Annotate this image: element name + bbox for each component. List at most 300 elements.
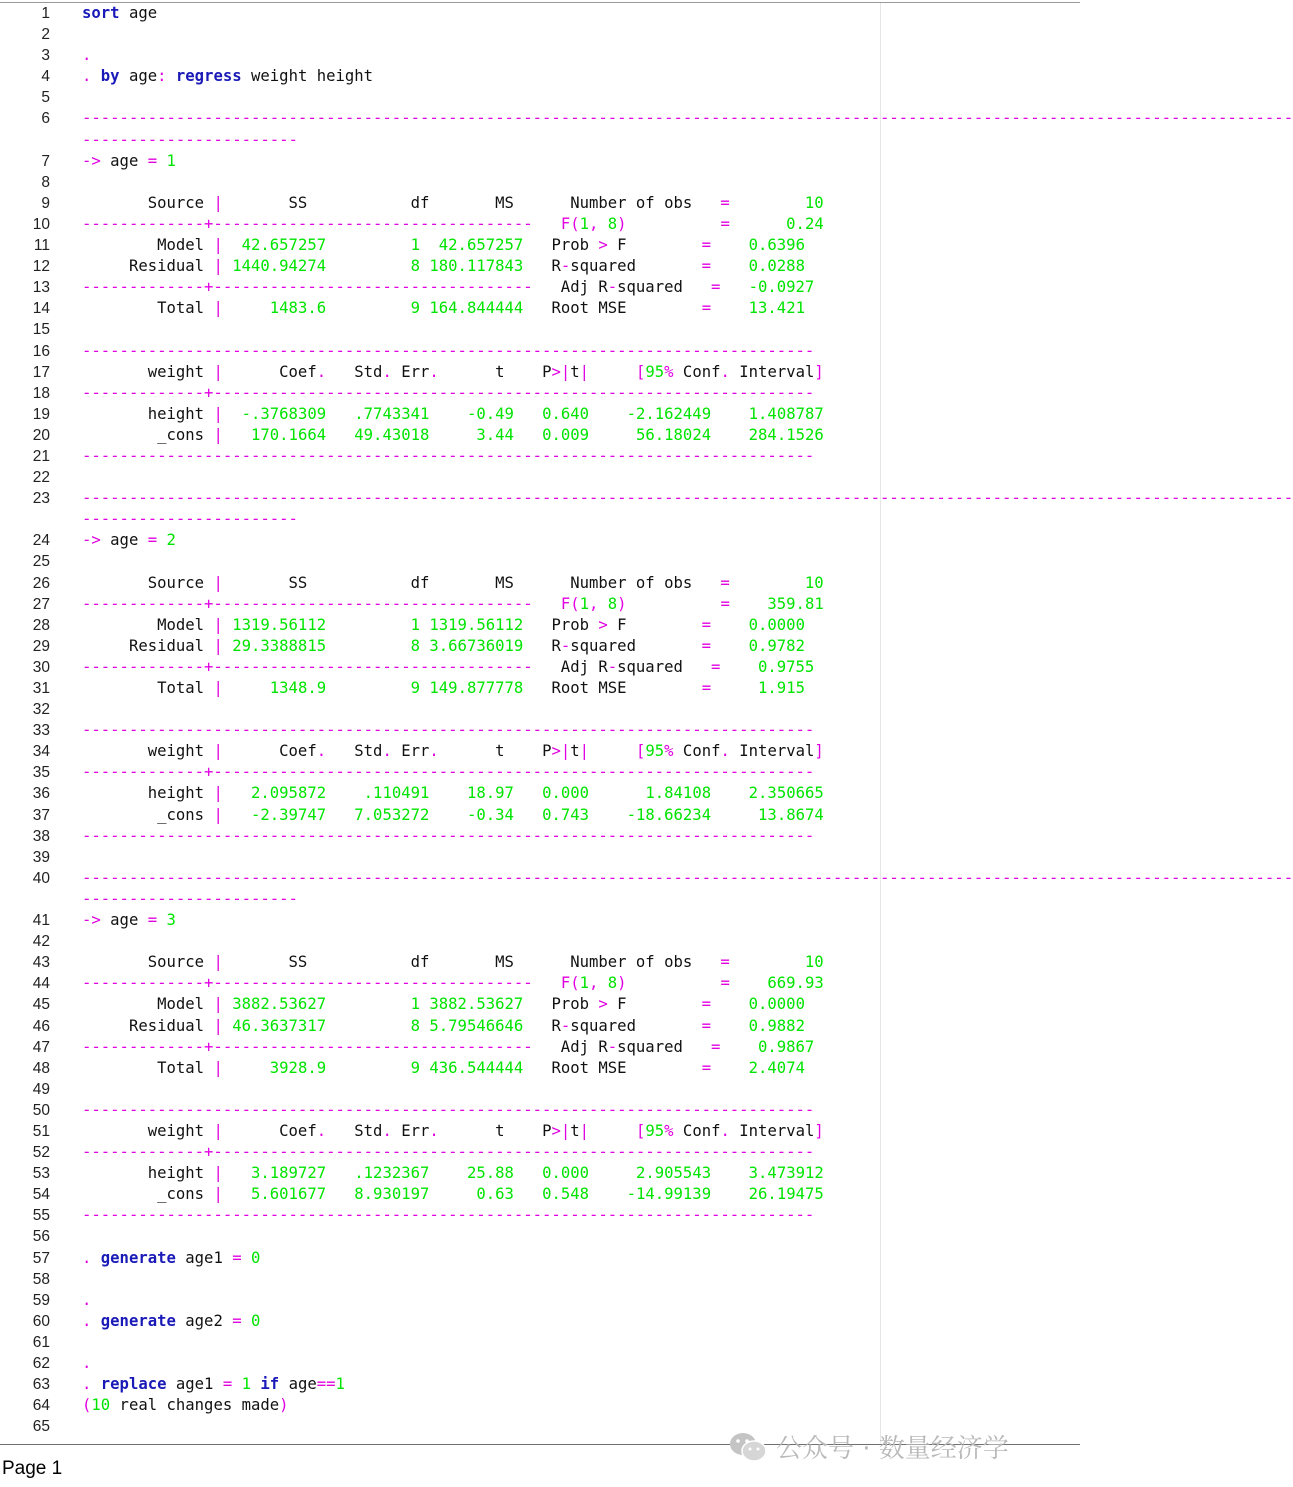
code-line <box>0 1163 1080 1184</box>
code-token: | <box>213 805 223 824</box>
code-token: age1 <box>166 1375 223 1394</box>
code-text <box>82 277 814 298</box>
code-line <box>0 1269 1080 1290</box>
code-token: | <box>213 236 223 255</box>
code-token <box>589 742 636 760</box>
code-token: 0.0000 <box>748 615 805 634</box>
code-token: Conf <box>673 742 721 761</box>
code-token: ------------------------------------------------------------------------------ <box>82 1100 815 1119</box>
code-token: 284.1526 <box>748 425 824 444</box>
code-token: = <box>701 615 712 634</box>
code-text <box>82 509 298 530</box>
code-token: . <box>316 362 327 381</box>
code-token: | <box>213 1185 223 1204</box>
code-token <box>91 1249 100 1267</box>
code-token: squared <box>617 278 712 297</box>
code-token: squared <box>570 636 702 655</box>
code-token <box>223 784 251 802</box>
code-token: -------------+---------------------------------- <box>82 1037 533 1056</box>
code-token: 0.548 <box>542 1185 590 1204</box>
line-number: 11 <box>33 237 50 255</box>
code-token <box>711 995 749 1013</box>
code-token <box>627 974 721 992</box>
code-text <box>82 741 824 762</box>
code-token: _cons <box>82 1185 214 1204</box>
code-token <box>242 1249 251 1267</box>
line-number: 40 <box>32 869 50 887</box>
line-number: 15 <box>32 321 50 339</box>
code-token: -14.99139 <box>626 1185 712 1204</box>
code-token: -0.49 <box>466 404 514 423</box>
code-text <box>82 1184 824 1205</box>
line-number: 18 <box>32 384 50 402</box>
line-number: 14 <box>32 300 50 318</box>
code-token: 46.3637317 <box>232 1016 327 1035</box>
code-token: Source <box>82 953 214 972</box>
code-token: -------------+---------------------------------- <box>82 214 533 233</box>
code-token: SS df MS Number of obs <box>222 193 721 212</box>
code-token: 3882.53627 <box>232 995 327 1014</box>
code-token: F <box>607 615 702 634</box>
code-token: | <box>213 636 223 655</box>
line-number: 36 <box>32 785 50 803</box>
code-text <box>82 1058 805 1079</box>
code-token <box>589 363 636 381</box>
code-token: 0.63 <box>476 1185 514 1204</box>
code-token: | <box>213 1121 223 1140</box>
line-number: 55 <box>32 1207 50 1225</box>
code-token: 1 <box>241 1375 252 1394</box>
code-token: height <box>82 784 214 803</box>
code-token: | <box>579 742 590 761</box>
code-token: = <box>701 636 712 655</box>
code-token: 0.9882 <box>748 1016 805 1035</box>
code-token: 0 <box>251 1248 261 1267</box>
code-token: -0.34 <box>466 805 514 824</box>
line-number: 29 <box>32 637 50 655</box>
code-token: | <box>579 362 590 381</box>
code-token: Residual <box>82 636 214 655</box>
code-text <box>82 1100 814 1121</box>
code-token <box>730 595 768 613</box>
code-token: | <box>213 573 223 592</box>
code-token: if <box>260 1375 280 1394</box>
code-token: -------------+---------------------------------------------------------------- <box>82 383 815 402</box>
code-token: 8 <box>410 1016 420 1035</box>
code-token: | <box>213 1016 223 1035</box>
code-token: Coef <box>222 742 317 761</box>
code-line <box>0 573 1080 594</box>
code-token: ] <box>814 1121 824 1140</box>
code-token: 0.0288 <box>748 257 805 276</box>
code-line <box>0 1142 1080 1163</box>
code-line <box>0 467 1080 488</box>
code-token: - <box>607 657 618 676</box>
code-token: 49.43018 <box>354 425 430 444</box>
code-line <box>0 594 1080 615</box>
code-text <box>82 805 824 826</box>
code-token <box>420 637 429 655</box>
code-token <box>420 236 439 254</box>
code-token <box>730 215 786 233</box>
code-token: . <box>82 1248 92 1267</box>
code-token: weight height <box>241 67 374 86</box>
code-token: 0.000 <box>542 784 590 803</box>
line-number: 63 <box>32 1376 50 1394</box>
code-text <box>82 973 824 994</box>
code-token: .1232367 <box>354 1164 430 1183</box>
code-token: = <box>701 299 712 318</box>
code-token: 3.44 <box>476 425 514 444</box>
code-line <box>0 720 1080 741</box>
code-line <box>0 826 1080 847</box>
code-token: 1319.56112 <box>429 615 524 634</box>
code-text <box>82 1248 260 1269</box>
code-text <box>82 214 824 235</box>
code-token <box>514 1185 542 1203</box>
code-line <box>0 1332 1080 1353</box>
code-line <box>0 678 1080 699</box>
code-token <box>326 1059 411 1077</box>
code-token: by <box>100 67 120 86</box>
code-token: Root MSE <box>523 679 702 697</box>
code-token: 9 <box>410 299 421 318</box>
code-text <box>82 1205 814 1226</box>
code-token: = <box>701 1058 712 1077</box>
code-line <box>0 1226 1080 1247</box>
line-number: 30 <box>32 658 50 676</box>
code-token: squared <box>617 657 712 676</box>
code-token: 95 <box>645 362 665 381</box>
code-text <box>82 425 824 446</box>
code-line <box>0 151 1080 172</box>
code-token <box>514 1164 542 1182</box>
line-number: 44 <box>32 975 50 993</box>
code-token <box>223 1017 232 1035</box>
code-token: 180.117843 <box>429 257 524 276</box>
line-number: 33 <box>32 722 50 740</box>
code-token: Total <box>82 1058 214 1077</box>
code-token: -> <box>82 151 101 170</box>
line-number: 8 <box>41 173 50 191</box>
line-number: 21 <box>32 447 50 465</box>
code-token <box>223 637 232 655</box>
code-token: = <box>701 995 712 1014</box>
code-token: >| <box>551 362 571 381</box>
code-token <box>223 405 242 423</box>
code-token: | <box>213 193 223 212</box>
code-token: ------------------------------------------------------------------------------ <box>82 826 815 845</box>
code-line <box>0 615 1080 636</box>
line-number: 43 <box>32 954 50 972</box>
code-token: 1348.9 <box>269 679 327 697</box>
code-token: | <box>213 257 223 276</box>
code-text <box>82 446 814 467</box>
code-token: ------------------------------------------------------------------------------ <box>82 721 815 740</box>
line-number: 27 <box>32 595 50 613</box>
code-line <box>0 362 1080 383</box>
code-token <box>589 1122 636 1140</box>
code-token: | <box>213 784 223 803</box>
code-token: -------------+---------------------------------------------------------------- <box>82 1143 815 1162</box>
line-number: 59 <box>32 1291 50 1309</box>
code-token: 25.88 <box>466 1164 514 1183</box>
code-token: == <box>316 1375 336 1394</box>
code-text <box>82 1374 345 1395</box>
code-line <box>0 847 1080 868</box>
code-token <box>711 637 749 655</box>
code-token: ) <box>617 974 627 993</box>
code-token: . <box>382 362 392 381</box>
code-text <box>82 256 805 277</box>
code-token <box>533 215 561 233</box>
code-token <box>420 995 429 1013</box>
code-text <box>82 488 1293 509</box>
code-token: | <box>213 404 223 423</box>
code-token <box>711 1059 749 1077</box>
code-token: Std <box>326 362 383 381</box>
code-token <box>514 806 542 824</box>
code-token: -------------+---------------------------------- <box>82 974 533 993</box>
code-token <box>326 637 411 655</box>
code-token: = <box>720 193 730 212</box>
code-token: 2.905543 <box>635 1164 712 1183</box>
code-token: F <box>607 236 702 255</box>
code-token: 0.000 <box>542 1164 590 1183</box>
code-line <box>0 657 1080 678</box>
code-token <box>91 1375 100 1393</box>
code-token: -.3768309 <box>241 404 327 423</box>
line-number: 28 <box>32 616 50 634</box>
code-token: Adj R <box>532 1037 608 1056</box>
code-line <box>0 1037 1080 1058</box>
code-token: % <box>664 362 674 381</box>
code-token: = <box>147 151 158 170</box>
code-text <box>82 45 91 66</box>
line-number: 42 <box>32 933 50 951</box>
line-number: 5 <box>41 89 50 107</box>
code-token: = <box>701 257 712 276</box>
code-text <box>82 130 298 151</box>
code-line <box>0 3 1080 24</box>
code-text <box>82 193 824 214</box>
code-token <box>429 806 467 824</box>
code-token: Root MSE <box>523 299 702 318</box>
line-number: 39 <box>32 848 50 866</box>
page-label: Page 1 <box>2 1458 63 1479</box>
code-token: | <box>213 953 223 972</box>
code-token: 0.9867 <box>757 1037 815 1056</box>
code-token <box>627 595 721 613</box>
code-token: ] <box>814 742 824 761</box>
code-token: = <box>701 679 712 697</box>
code-token: 1483.6 <box>269 299 327 318</box>
code-token: 3 <box>166 911 176 930</box>
code-line <box>0 636 1080 657</box>
code-line <box>0 214 1080 235</box>
code-token: [ <box>635 742 646 761</box>
code-token <box>326 1185 354 1203</box>
code-token: --------------------------------------------------------------------------------------------------------------------------------- <box>82 868 1293 887</box>
code-token: >| <box>551 742 571 761</box>
code-token: = <box>147 531 158 550</box>
code-token <box>91 1312 100 1330</box>
code-token: - <box>560 257 571 276</box>
code-line <box>0 235 1080 256</box>
code-token: 8 <box>607 594 618 613</box>
code-token: age <box>279 1375 317 1394</box>
code-token: 95 <box>645 742 665 761</box>
code-token <box>589 426 636 444</box>
line-number: 50 <box>32 1101 50 1119</box>
code-token: 1319.56112 <box>232 615 327 634</box>
line-number: 46 <box>32 1017 50 1035</box>
line-number: 17 <box>32 363 50 381</box>
code-line <box>0 1374 1080 1395</box>
code-token: Conf <box>673 362 721 381</box>
code-token <box>420 616 429 634</box>
code-token: 1 <box>410 236 420 255</box>
code-text <box>82 341 814 362</box>
code-token: 7.053272 <box>354 805 430 824</box>
code-token: 8 <box>607 214 618 233</box>
line-number: 19 <box>32 405 50 423</box>
code-token <box>589 806 627 824</box>
line-number: 23 <box>32 490 50 508</box>
code-token: . <box>82 67 92 86</box>
code-token: age2 <box>175 1311 233 1330</box>
code-token: Prob <box>523 995 599 1014</box>
code-token: F( <box>560 214 580 233</box>
code-token: -2.39747 <box>251 805 327 824</box>
code-text <box>82 3 157 24</box>
code-token: -0.0927 <box>748 278 815 297</box>
code-token: 0 <box>251 1311 261 1330</box>
code-token: | <box>213 995 223 1014</box>
code-token <box>326 257 411 275</box>
code-token: 56.18024 <box>635 425 712 444</box>
code-line <box>0 277 1080 298</box>
line-number: 65 <box>32 1418 50 1436</box>
code-token: Source <box>82 193 214 212</box>
code-token: -> <box>82 531 101 550</box>
code-token: 1 <box>166 151 176 170</box>
code-token <box>326 806 354 824</box>
code-token: | <box>213 615 223 634</box>
code-viewer <box>0 3 1293 1437</box>
code-token <box>514 784 542 802</box>
code-line <box>0 931 1080 952</box>
line-number: 45 <box>32 996 50 1014</box>
code-token: = <box>720 953 730 972</box>
line-number: 49 <box>32 1080 50 1098</box>
code-token: | <box>213 1164 223 1183</box>
line-number: 12 <box>32 258 50 276</box>
code-token <box>429 784 467 802</box>
code-token: Total <box>82 679 214 697</box>
code-token: .110491 <box>363 784 430 803</box>
code-line <box>0 108 1293 129</box>
code-token: Source <box>82 573 214 592</box>
code-line <box>0 1058 1080 1079</box>
code-token: R <box>523 636 561 655</box>
code-token <box>420 1017 429 1035</box>
code-token: = <box>711 278 721 297</box>
code-token: = <box>720 594 730 613</box>
code-token: F <box>607 995 702 1014</box>
code-token <box>223 299 270 317</box>
code-token <box>420 1059 429 1077</box>
code-token: = <box>147 911 158 930</box>
code-token <box>720 278 748 296</box>
code-token: generate <box>100 1311 176 1330</box>
code-text <box>82 573 824 594</box>
code-token: ) <box>279 1396 289 1415</box>
code-token: = <box>720 974 730 993</box>
code-token: 95 <box>645 1121 665 1140</box>
code-token <box>223 616 232 634</box>
code-token: Model <box>82 615 214 634</box>
code-token: Residual <box>82 257 214 276</box>
code-token: Total <box>82 299 214 318</box>
code-token <box>232 1375 241 1393</box>
code-token: 1.408787 <box>748 404 824 423</box>
code-token <box>157 152 166 170</box>
line-number: 41 <box>32 912 50 930</box>
code-token: | <box>213 425 223 444</box>
code-token: 10 <box>804 953 824 972</box>
code-token <box>720 658 758 676</box>
code-token: Prob <box>523 615 599 634</box>
code-token: - <box>560 1016 571 1035</box>
code-token: = <box>711 1037 721 1056</box>
code-token: , <box>588 974 608 993</box>
watermark <box>728 1428 1009 1465</box>
code-text <box>82 1016 805 1037</box>
code-text <box>82 66 373 87</box>
code-token: -2.162449 <box>626 404 712 423</box>
code-token <box>157 911 166 929</box>
code-token: F( <box>560 594 580 613</box>
code-token: -> <box>82 911 101 930</box>
code-text <box>82 868 1293 889</box>
code-token: 18.97 <box>466 784 514 803</box>
code-text <box>82 657 814 678</box>
code-token: Std <box>326 742 383 761</box>
code-token: Interval <box>729 742 815 761</box>
code-text <box>82 762 814 783</box>
code-line <box>0 425 1080 446</box>
code-token: 13.8674 <box>758 805 824 824</box>
code-token: . <box>82 46 92 65</box>
code-token: Model <box>82 236 214 255</box>
code-token <box>223 1185 251 1203</box>
code-token: . <box>720 362 730 381</box>
code-text <box>82 530 176 551</box>
code-token: . <box>720 742 730 761</box>
code-token <box>711 257 749 275</box>
code-token: 3.189727 <box>251 1164 327 1183</box>
watermark-text: 公众号 · 数量经济学 <box>776 1434 1009 1464</box>
code-token: 29.3388815 <box>232 636 327 655</box>
code-token: 0.9782 <box>748 636 805 655</box>
code-token: ----------------------- <box>82 510 298 529</box>
code-token: Model <box>82 995 214 1014</box>
code-token <box>326 426 354 444</box>
code-token: Coef <box>222 362 317 381</box>
code-token: Coef <box>222 1121 317 1140</box>
code-token: height <box>82 1164 214 1183</box>
